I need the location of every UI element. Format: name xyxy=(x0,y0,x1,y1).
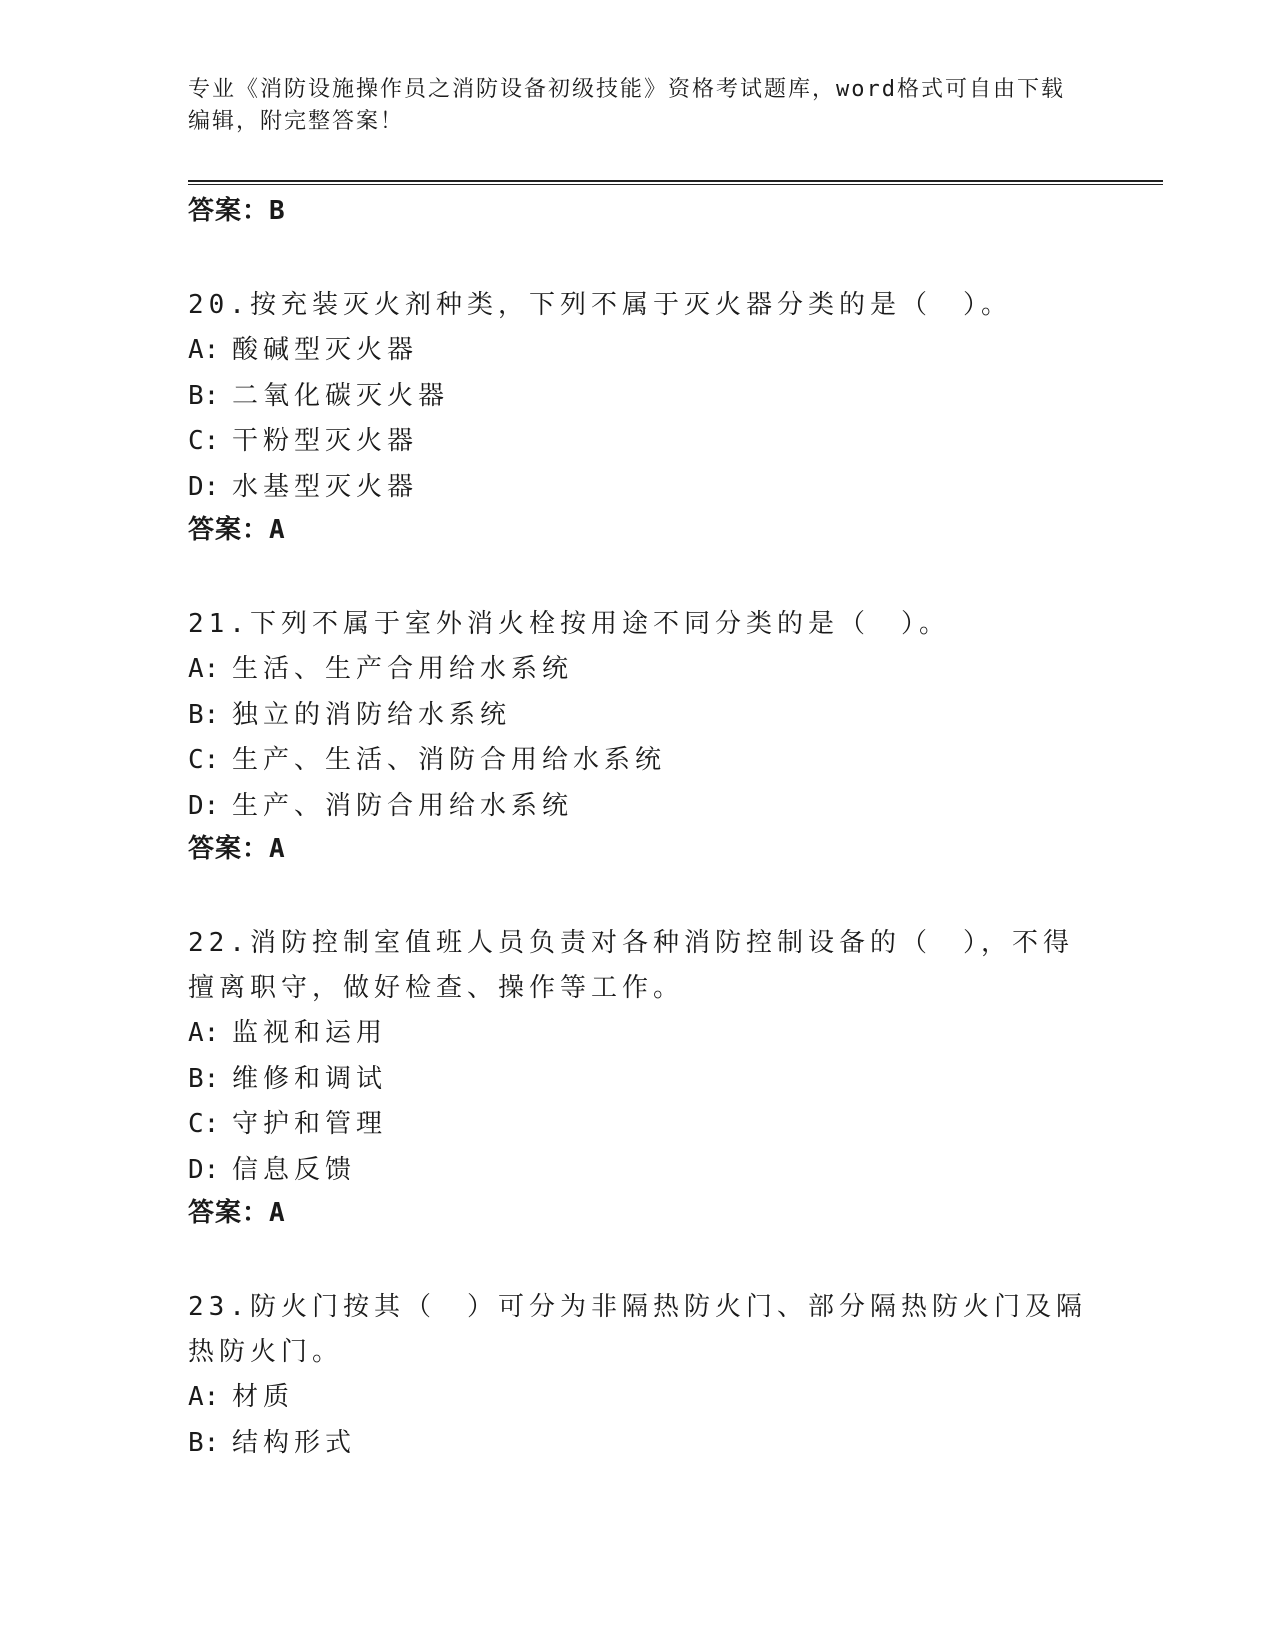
option-letter: C: xyxy=(188,745,220,775)
option-b xyxy=(188,693,1088,739)
option-letter: A: xyxy=(188,1018,220,1048)
option-text: 信息反馈 xyxy=(232,1154,357,1185)
question-text: 22.消防控制室值班人员负责对各种消防控制设备的（ ），不得擅离职守，做好检查、操作等工作。 xyxy=(188,928,1074,1003)
question-block-21 xyxy=(188,602,1088,869)
option-letter: B: xyxy=(188,1427,220,1458)
option-d xyxy=(188,784,1088,830)
header-divider-thick xyxy=(188,180,1163,182)
option-text: 独立的消防给水系统 xyxy=(232,699,512,730)
answer-line: 答案：A xyxy=(188,834,286,864)
option-d xyxy=(188,465,1088,511)
option-c xyxy=(188,419,1088,465)
header-divider-thin xyxy=(188,184,1163,185)
option-letter: B: xyxy=(188,1063,220,1094)
document-header: 专业《消防设施操作员之消防设备初级技能》资格考试题库，word格式可自由下载编辑，附完整答案！ xyxy=(188,77,1065,134)
question-block-22 xyxy=(188,921,1088,1233)
answer-line: 答案：A xyxy=(188,515,286,545)
option-c xyxy=(188,738,1088,784)
option-letter: B: xyxy=(188,380,220,411)
option-b xyxy=(188,1421,1088,1467)
question-block-23 xyxy=(188,1285,1088,1466)
option-b xyxy=(188,1057,1088,1103)
option-letter: A: xyxy=(188,1382,220,1412)
question-block-20 xyxy=(188,283,1088,550)
option-text: 维修和调试 xyxy=(232,1063,388,1094)
question-list xyxy=(188,191,1088,1466)
option-text: 生产、生活、消防合用给水系统 xyxy=(232,745,667,775)
option-c xyxy=(188,1102,1088,1148)
answer-line: 答案：B xyxy=(188,196,286,226)
option-letter: D: xyxy=(188,471,220,502)
option-text: 水基型灭火器 xyxy=(232,471,419,502)
option-letter: D: xyxy=(188,790,220,821)
question-text: 21.下列不属于室外消火栓按用途不同分类的是（ ）。 xyxy=(188,609,950,639)
option-letter: D: xyxy=(188,1154,220,1185)
option-text: 生活、生产合用给水系统 xyxy=(232,654,574,684)
option-text: 干粉型灭火器 xyxy=(232,426,419,456)
option-d xyxy=(188,1148,1088,1194)
option-text: 监视和运用 xyxy=(232,1018,388,1048)
option-text: 生产、消防合用给水系统 xyxy=(232,790,574,821)
option-letter: A: xyxy=(188,654,220,684)
option-letter: A: xyxy=(188,335,220,365)
option-b xyxy=(188,374,1088,420)
question-text: 20.按充装灭火剂种类，下列不属于灭火器分类的是（ ）。 xyxy=(188,290,1012,320)
option-text: 守护和管理 xyxy=(232,1109,388,1139)
option-letter: C: xyxy=(188,426,220,456)
option-a xyxy=(188,647,1088,693)
option-text: 材质 xyxy=(232,1382,295,1412)
option-text: 结构形式 xyxy=(232,1427,357,1458)
question-text: 23.防火门按其（ ）可分为非隔热防火门、部分隔热防火门及隔热防火门。 xyxy=(188,1292,1087,1367)
option-a xyxy=(188,328,1088,374)
option-text: 酸碱型灭火器 xyxy=(232,335,419,365)
option-text: 二氧化碳灭火器 xyxy=(232,380,450,411)
option-a xyxy=(188,1011,1088,1057)
option-letter: C: xyxy=(188,1109,220,1139)
option-letter: B: xyxy=(188,699,220,730)
answer-line: 答案：A xyxy=(188,1198,286,1228)
option-a xyxy=(188,1375,1088,1421)
